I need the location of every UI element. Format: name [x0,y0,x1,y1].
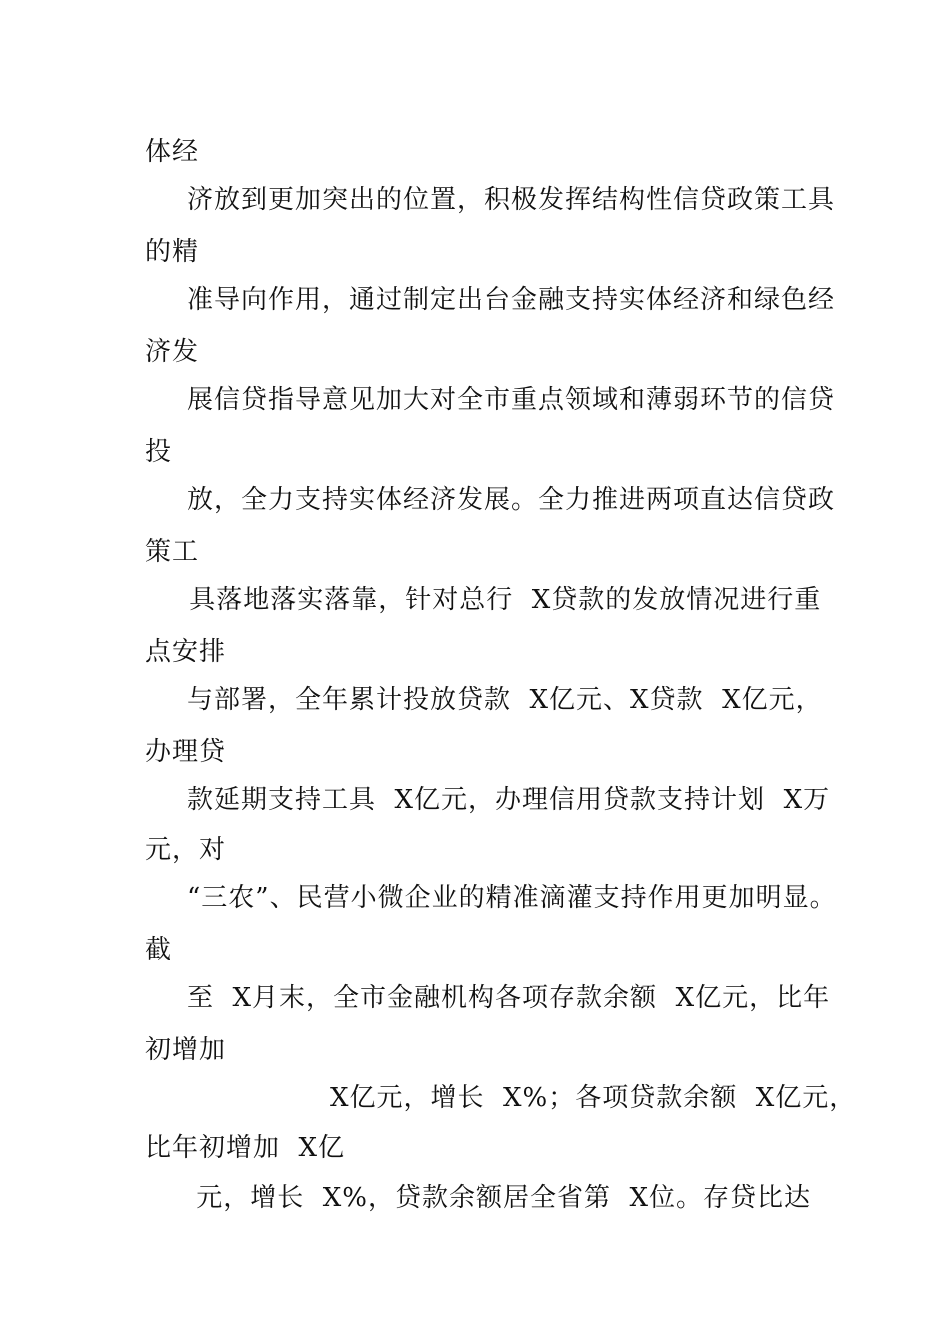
text-line: 策工 [145,537,200,567]
text-line: “三农”、民营小微企业的精准滴灌支持作用更加明显。 [187,883,837,913]
text-line: 比年初增加 X亿 [145,1133,346,1163]
text-line: 投 [145,437,173,467]
text-line: 济放到更加突出的位置，积极发挥结构性信贷政策工具 [187,185,836,215]
text-line: 办理贷 [145,737,227,767]
text-line: X亿元，增长 X%；各项贷款余额 X亿元， [330,1083,857,1113]
text-line: 元，对 [145,835,227,865]
text-line: 具落地落实落靠，针对总行 X贷款的发放情况进行重 [180,585,822,615]
text-line: 元，增长 X%，贷款余额居全省第 X位。存贷比达 [187,1183,812,1213]
text-line: 款延期支持工具 X亿元，办理信用贷款支持计划 X万 [187,785,831,815]
text-line: 初增加 [145,1035,227,1065]
text-line: 济发 [145,337,200,367]
text-line: 体经 [145,137,200,167]
text-line: 与部署，全年累计投放贷款 X亿元、X贷款 X亿元， [187,685,823,715]
text-line: 至 X月末，全市金融机构各项存款余额 X亿元，比年 [187,983,831,1013]
text-line: 展信贷指导意见加大对全市重点领域和薄弱环节的信贷 [187,385,836,415]
text-line: 截 [145,935,173,965]
text-line: 点安排 [145,637,227,667]
text-line: 准导向作用，通过制定出台金融支持实体经济和绿色经 [187,285,836,315]
text-line: 的精 [145,237,200,267]
text-line: 放，全力支持实体经济发展。全力推进两项直达信贷政 [187,485,836,515]
